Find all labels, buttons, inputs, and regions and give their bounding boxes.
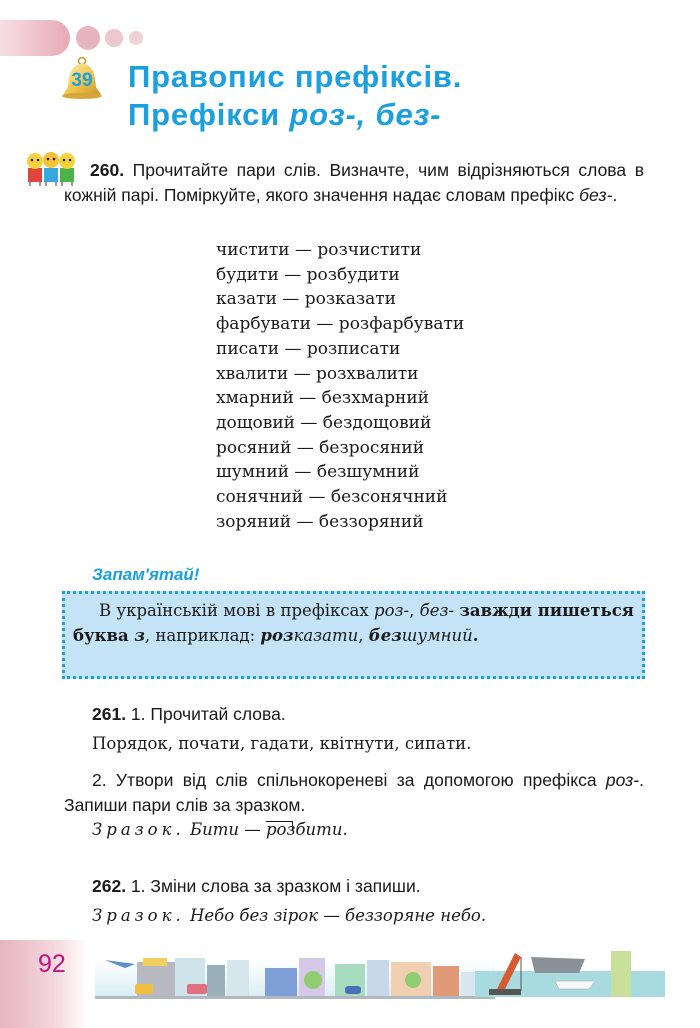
example-word: казати [293,626,359,645]
rule-text: , наприклад: [144,626,261,645]
sample-text: бити. [295,820,348,839]
example-prefix: без [368,626,402,645]
word-pairs-list [216,238,464,534]
remember-heading: Запам'ятай! [92,565,200,584]
rule-prefix: без- [419,601,455,620]
rule-text: , [409,601,420,620]
harbor-illustration [475,945,685,1001]
header-decoration-dot [129,31,143,45]
rule-text: В українській мові в префіксах [99,601,375,620]
header-decoration-dot [105,29,123,47]
title-text: Префікси [128,97,290,132]
exercise-261-sample [92,820,348,839]
list-item: писати — розписати [216,338,401,359]
instruction-text: . [612,185,618,205]
sample-label: Зразок. [92,820,185,839]
rule-box [62,591,645,679]
rule-letter: з [134,626,145,645]
list-item: сонячний — безсонячний [216,487,448,508]
list-item: чистити — розчистити [216,240,422,260]
list-item: казати — розказати [216,289,397,310]
list-item: фарбувати — розфарбувати [216,314,465,335]
list-item: будити — розбудити [216,264,400,285]
lesson-number: 39 [71,70,93,91]
instruction-text: Прочитайте пари слів. Визначте, чим відрізняються слова в кожній парі. Поміркуйте, якого значення надає словам префікс [64,160,644,205]
list-item: дощовий — бездощовий [216,412,432,433]
list-item: шумний — безшумний [216,462,420,483]
sample-label: Зразок. [92,906,185,925]
instruction-text: 1. Зміни слова за зразком і запиши. [126,876,421,896]
sample-text: Небо без зірок — беззоряне небо. [184,906,487,925]
exercise-261-task-1 [92,702,652,727]
title-line-1: Правопис префіксів. [128,59,463,94]
exercise-260-instructions [64,158,644,208]
title-prefixes: роз-, без- [289,97,442,132]
exercise-261-task-2 [64,768,644,818]
exercise-261-words: Порядок, почати, гадати, квітнути, сипати. [92,734,472,753]
exercise-262-task-1 [92,874,652,899]
city-illustration [95,940,495,1000]
rule-text: . [472,626,479,645]
exercise-number: 262. [92,876,127,896]
header-decoration-bar [0,20,70,56]
list-item: зоряний — беззоряний [216,511,424,532]
instruction-text: . Запиши пари слів за зразком. [64,770,644,815]
prefix-mark: роз [265,820,296,839]
list-item: хвалити — розхвалити [216,363,419,384]
exercise-262-sample [92,906,486,925]
title-line-2 [128,96,462,134]
example-prefix: роз [260,626,294,645]
sample-text: Бити — [184,820,266,839]
prefix-term: без- [579,185,613,205]
rule-emphasis: завжди пишеться буква [73,601,634,645]
page-title [128,58,462,134]
example-word: шумний [401,626,473,645]
list-item: росяний — безросяний [216,437,425,458]
exercise-number: 261. [92,704,127,724]
instruction-text: 2. Утвори від слів спільнокореневі за допомогою префікса [92,770,606,790]
header-decoration-dot [76,26,100,50]
list-item: хмарний — безхмарний [216,388,430,409]
exercise-number: 260. [90,160,125,180]
prefix-term: роз- [605,770,640,790]
page-number: 92 [38,950,66,978]
rule-prefix: роз- [374,601,410,620]
instruction-text: 1. Прочитай слова. [126,704,286,724]
rule-text: , [358,626,369,645]
